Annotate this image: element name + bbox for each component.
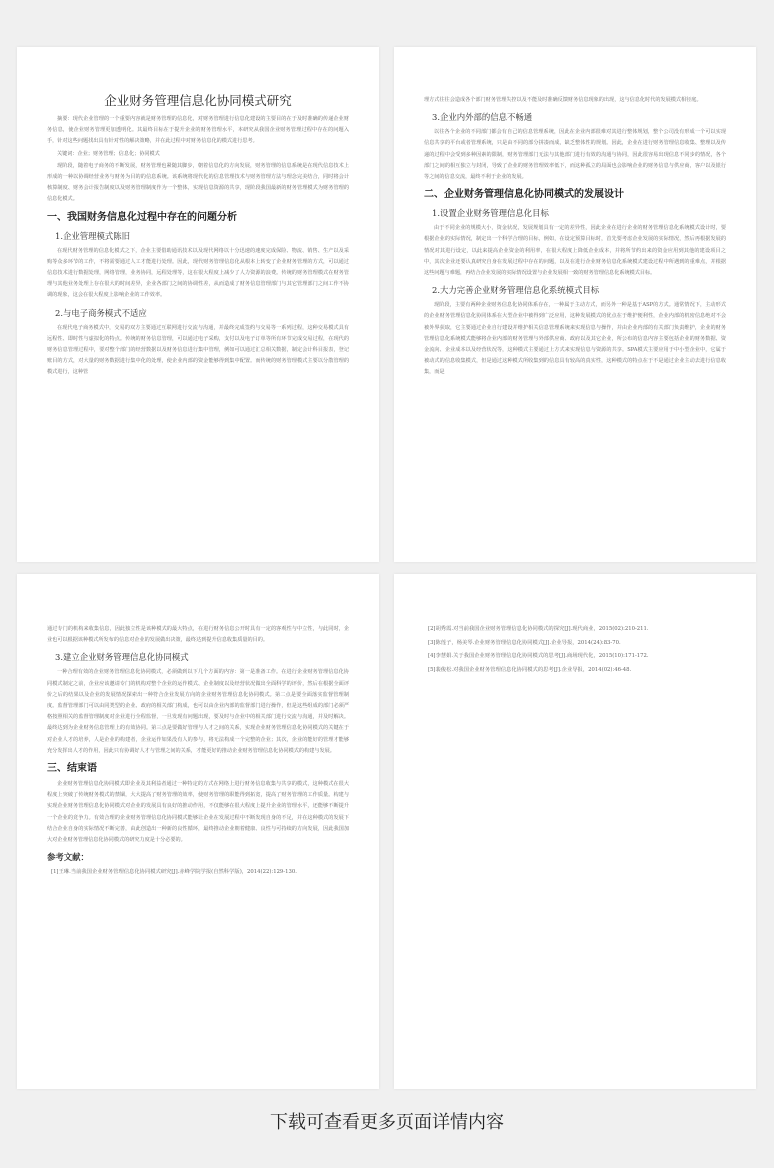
reference-item: [1]王琳.当前我国企业财务管理信息化协同模式研究[J].赤峰学院学报(自然科学版)，2014(22):129-130.: [51, 869, 297, 876]
document-page-4: [394, 574, 756, 1089]
paragraph-continued: 通过专门的机构来收集信息，因此独立性是该种模式的最大特点，在进行财务信息公开时具有一定的客观性与中立性，与此同时，企业也可以根据该种模式所发布的信息对企业的发展做出决策，最终达到提升信息收集质量的目的。: [47, 626, 349, 644]
paragraph: 一种合理有效的企业财务管理信息化协同模式，必须做到以下几个方面的内容：第一是准备工作。在进行企业财务管理信息化协同模式制定之前，企业应该邀请专门的机构对整个企业的运作模式、企业制度以及经营状况做出全面科学的评价，然后在根据全面评价之后的结果以及企业的发展情况探索出一种符合企业发展方向的企业财务管理信息化协同模式。第二点是要全面落实监督管理制度。监督管理部门可以由同类型的企业、政府的相关部门构成，也可以由企业内部的监督部门进行操作，但是这些组成的部门必须严格按照相关的监督管理制度对企业进行全程监督，一旦发现有问题出现，要及时与企业中的相关部门进行交流与沟通，并及时解决。最终达到为企业财务信息管理上的有效协同。第三点是要做好管理与人才之间的关系，实现企业财务管理信息化协同模式的关键在于对企业人才的培养，人是企业的构建者，企业运作如果没有人的参与，将无法构成一个完整的企业；其次，企业的能好的管理才能够充分发挥出人才的作用，因此只有协调好人才与管理之间的关系，才能更好的推动企业财务管理信息化协同模式的构建与发展。: [47, 669, 349, 754]
paragraph-continued: 理方式往往会造成各个部门财务管理失控以及不能及时准确反馈财务信息现象的出现，这与信息化时代的发展模式相径庭。: [424, 97, 702, 103]
keywords: 关键词：企业；财务管理；信息化；协同模式: [57, 150, 160, 157]
download-more-link[interactable]: 下载可查看更多页面详情内容: [270, 1112, 504, 1133]
subsection-heading-2-2: 2.大力完善企业财务管理信息化系统模式目标: [432, 285, 600, 296]
reference-item: [5]裴俊松.对我国企业财务管理信息化协同模式的思考[J].企业导报，2014(02):46-48.: [428, 666, 632, 673]
paper-title: 企业财务管理信息化协同模式研究: [104, 93, 292, 108]
paragraph: 由于不同企业的规模大小，资金状况，发展规划具有一定的差异性，因此企业在进行企业的财务管理信息化系统模式设计时，要根据企业的实际情况，制定出一个科学合理的目标，例如，在设定预算目标时，首先要考虑企业发展的实际情况，然后再根据发展的情况对其进行设定，以此来提高企业资金的利用率，在很大程度上降低企业成本，并将所节约出来的资金应用到其他的建设项目之中，其次企业还要认真研究自身在发展过程中存在的问题，以及在进行企业财务信息化系统模式建设过程中所遇到的重难点，并根据这些问题与难题，再结合企业发展的实际情况设置与企业发展相一致的财务管理信息化系统模式目标。: [424, 225, 726, 277]
document-page-1: [17, 47, 379, 562]
paragraph: 企业财务管理信息化协同模式即企业及其利益者通过一种特定的方式在网络上进行财务信息收集与共享的模式，这种模式在很大程度上突破了传统财务模式的禁锢，大大提高了财务管理的效率，使财务管理的职能得到拓宽，提高了财务管理的工作质量。构建与实现企业财务管理信息化协同模式对企业的发展具有良好的推动作用，不仅能够在很大程度上提升企业的管理水平，还能够不断提升一个企业的竞争力。有效合理的企业财务管理信息化协同模式能够让企业在发展过程中不断发现自身的不足，并在这种模式的发展下结合企业自身的实际情况不断完善，由此创造出一种新的良性循环，最终推动企业朝着健康、良性与可持续的方向发展，因此我国加大对企业财务管理信息化协同模式的研究力度是十分必要的。: [47, 781, 349, 844]
paragraph: 在现代财务管理的信息化模式之下，企业主要借助通讯技术以及现代网络以十分迅速的速度完成保险、物流、销售、生产以及采购等众多环节的工作，不将需要通过人工才能进行处理。因此，现代财务管理信息化从根本上转变了企业财务管理的方式，可以通过信息技术进行数据处理，网络管理，业务协同，远程处理等，这在很大程度上减少了人力资源的浪费。传统的财务管理模式在财务管理与其他业务处理上存在很大的时间差异，企业各部门之间的协调性差，从而造成了财务信息管理部门与其它管理部门之间工作不协调的现象，这会在很大程度上影响企业的工作效率。: [47, 247, 349, 299]
subsection-heading-1-1: 1.企业管理模式陈旧: [55, 230, 130, 241]
reference-item: [3]陈莲子，杨美琴.企业财务管理信息化协同模式[J].企业导报，2014(24):83-70.: [428, 639, 621, 646]
section-heading-2: 二、企业财务管理信息化协同模式的发展设计: [424, 189, 624, 201]
subsection-heading-1-3: 3.企业内外部的信息不畅通: [432, 112, 533, 123]
subsection-heading-2-1: 1.设置企业财务管理信息化目标: [432, 208, 549, 219]
references-heading: 参考文献：: [47, 852, 89, 863]
section-heading-1: 一、我国财务信息化过程中存在的问题分析: [47, 211, 237, 223]
section-heading-3: 三、结束语: [47, 763, 97, 775]
document-page-2: [394, 47, 756, 562]
reference-item: [2]胡秀霞.对当前我国企业财务管理信息化协同模式的探究[J].现代商业，2015(02):210-211.: [428, 626, 649, 632]
paragraph: 在现代电子商务模式中，交易的双方主要通过互联网进行交流与沟通，并最终完成签约与交易等一系列过程，这种交易模式具有远程性、即时性与虚拟化的特点。传统的财务信息管理，可以通过电子采购，支付以及电子订单等所有环节完成交易过程，在现代的财务信息管理过程中，要对整个部门的经营数据以及财务信息进行集中管理，例如可以通过汇总相关数据，制定会计科目报表，登记账目的方式，对大量的财务数据进行集中化的处理，使企业内部的资金能够得到集中配置。而传统的财务管理模式主要以分散管理的模式进行，这种管: [47, 324, 349, 376]
reference-item: [4]李慧娟.关于我国企业财务管理信息化协同模式的思考[J].商场现代化，2015(10):171-172.: [428, 653, 649, 659]
intro-paragraph: 现阶段，随着电子商务的不断发展，财务管理也紧随其脚步，朝着信息化的方向发展，财务管理的信息系统是在现代信息技术上形成的一种以协调经营业务与财务为目的的信息系统。该系统将现代化的信息管理技术与财务管理方法与理念完美结合，同时将会计核算制度、财务会计报告制度以及财务管理制度作为一个整体，实现信息资源的共享，现阶段我国最新的财务管理模式为财务管理的信息化模式。: [47, 162, 349, 203]
paragraph: 以往各个企业的不同部门都会有自己的信息管理系统，因此在企业内部很难对其进行整体规划，整个公司没有形成一个可以实现信息共享的平台或者管理系统，只是由不同的部分拼凑而成，缺乏整体性的规划。因此，企业在进行财务管理信息收集、整理以及传递的过程中会受到多种因素的限制，财务管理部门无法与其他部门进行有效的沟通与协同，因此很容易出现信息不同步的情况，各个部门之间的相互独立与封闭，导致了企业的财务管理效率低下，而这种孤立的局面也会影响企业的财务信息与供应商，客户以及银行等之间的信息交流，最终不利于企业的发展。: [424, 129, 726, 181]
subsection-heading-2-3: 3.建立企业财务管理信息化协同模式: [55, 652, 189, 663]
subsection-heading-1-2: 2.与电子商务模式不适应: [55, 307, 147, 318]
paragraph: 现阶段，主要有两种企业财务信息化协同体系存在，一种属于主动方式，而另外一种是基于ASP的方式。通常情况下，主动形式的企业财务管理信息化协同体系在大型企业中被得到广泛应用，这种发展模式的优点在于维护便利性，企业内部的机密信息绝对不会被外界获取，它主要通过企业自行建设并维护相关信息管理系统来实现信息与操作，并由企业内部的有关部门负责维护，企业的财务管理信息化系统模式能够将企业内部的财务管理与外部供应商、政府以及其它企业，所公布的信息内容主要包括企业的财务数据、资金流向、企业成本以及经营状况等，这种模式主要通过上方式来实现信息与资源的共享。SPA模式主要应用于中小型企业中，它属于被动式的信息收集模式，但是通过这种模式所收集到的信息具有较高的真实性，这种模式的特点在于不是通过企业主动去进行信息收集，而是: [424, 302, 726, 376]
document-page-3: [17, 574, 379, 1089]
abstract: 摘要：现代企业管理的一个重要内容就是财务管理的信息化，对财务管理进行信息化建设的主要目的在于及时准确的传递企业财务信息，使企业财务管理更加透明化。其最终目标在于提升企业的财务管理水平，本研究从我国企业财务管理过程中存在的问题入手，针对这些问题找出具有针对性的解决策略，并在此过程中对财务信息化的模式进行思考。: [47, 116, 349, 145]
